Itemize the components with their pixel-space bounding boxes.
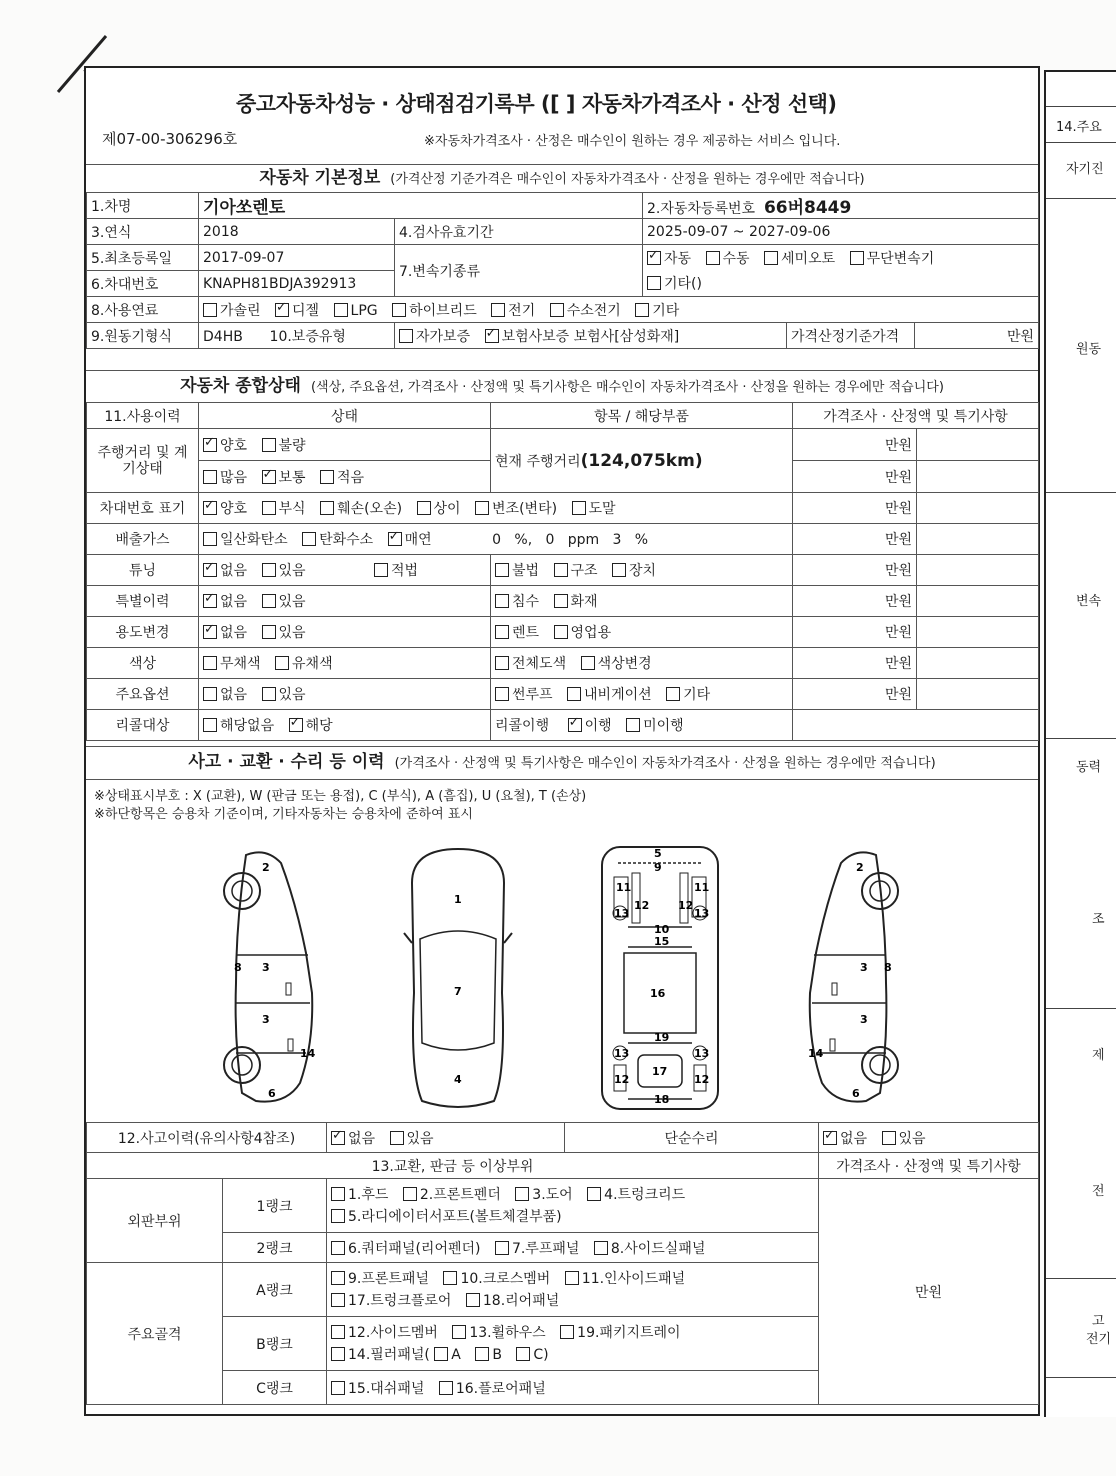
svg-text:14: 14 — [300, 1047, 316, 1060]
svg-text:13: 13 — [694, 1047, 710, 1060]
car-left-side-diagram — [226, 843, 336, 1113]
chromatic-checkbox[interactable] — [275, 656, 289, 670]
part-7-checkbox[interactable] — [495, 1241, 509, 1255]
svg-text:3: 3 — [262, 1013, 270, 1026]
full-paint-checkbox[interactable] — [495, 656, 509, 670]
svg-text:18: 18 — [654, 1093, 670, 1106]
accident-parts-table: 12.사고이력(유의사항4참조) ✓ 없음 있음 단순수리 ✓ 없음 있음 13.교환, 판금 등 이상부위 가격조사 · 산정액 및 특기사항 외판부위 1랭크 1.후드 2.프론트펜더 3.도어 4.트렁크리드 5.라디에이터서포트(볼트체결부품) 만원 2랭크 6.쿼터패널(리어펜더) 7.루프패널 8.사이드실패널 주요골격 A랭크 9.프론트패널 10.크로스멤버 11.인사이드패널 17.트렁크플로어 18.리어패널 B랭크 12.사이드멤버 13.휠하우스 19.패키지트레이 14.필러패널( A B C) C랭크 15.대쉬패널 16.플로어패널 — [86, 1122, 1039, 1405]
svg-text:11: 11 — [694, 881, 710, 894]
svg-text:3: 3 — [860, 961, 868, 974]
svg-text:6: 6 — [852, 1087, 860, 1100]
svg-text:13: 13 — [614, 907, 630, 920]
tuning-illegal-checkbox[interactable] — [495, 563, 509, 577]
car-frame-diagram — [598, 843, 722, 1113]
mileage-few-checkbox[interactable] — [320, 470, 334, 484]
inspection-record-sheet — [84, 66, 1040, 1416]
vin-altered-checkbox[interactable] — [475, 501, 489, 515]
part-17-checkbox[interactable] — [331, 1293, 345, 1307]
accident-history-header: 사고 · 교환 · 수리 등 이력 (가격조사 · 산정액 및 특기사항은 매수인이 자동차가격조사 · 산정을 원하는 경우에만 적습니다) — [86, 746, 1038, 780]
status-legend: ※상태표시부호 : X (교환), W (판금 또는 용접), C (부식), A (흠집), U (요철), T (손상) ※하단항목은 승용차 기준이며, 기타자동차는 승용차에 준하여 표시 — [94, 789, 587, 822]
special-exists-checkbox[interactable] — [262, 594, 276, 608]
sunroof-checkbox[interactable] — [495, 687, 509, 701]
tuning-none-checkbox[interactable] — [203, 563, 217, 577]
usage-exists-checkbox[interactable] — [262, 625, 276, 639]
tuning-structure-checkbox[interactable] — [554, 563, 568, 577]
first-registration-date: 2017-09-07 — [199, 245, 395, 271]
svg-text:2: 2 — [856, 861, 864, 874]
svg-text:19: 19 — [654, 1031, 670, 1044]
document-number: 제07-00-306296호 — [102, 130, 238, 148]
trans-manual-checkbox[interactable] — [706, 251, 720, 265]
option-none-checkbox[interactable] — [203, 687, 217, 701]
document-title: 중고자동차성능 · 상태점검기록부 ([ ] 자동차가격조사 · 산정 선택) — [236, 92, 837, 116]
basic-info-table: 1.차명 기아쏘렌토 2.자동차등록번호 66버8449 3.연식 2018 4.검사유효기간 2025-09-07 ~ 2027-09-06 5.최초등록일 2017-09-07 7.변속기종류 ✓자동 수동 세미오토 무단변속기 6.차대번호 KNAPH81BDJA392913 기타() 8.사용연료 가솔린 ✓ 디젤 LPG 하이브리드 전기 수소전기 기타 9.원동기형식 D4HB 10.보증유형 자가보증 ✓ 보험사보증 보험사[삼성화재] 가격산정기준가격 만원 — [86, 192, 1039, 349]
header-note: ※자동차가격조사 · 산정은 매수인이 원하는 경우 제공하는 서비스 입니다. — [424, 134, 841, 149]
part-18-checkbox[interactable] — [466, 1293, 480, 1307]
vin-damage-checkbox[interactable] — [320, 501, 334, 515]
vin-differ-checkbox[interactable] — [417, 501, 431, 515]
svg-text:5: 5 — [654, 847, 662, 860]
vin: KNAPH81BDJA392913 — [199, 271, 395, 297]
svg-text:12: 12 — [634, 899, 650, 912]
part-5-checkbox[interactable] — [331, 1209, 345, 1223]
overall-status-header: 자동차 종합상태 (색상, 주요옵션, 가격조사 · 산정액 및 특기사항은 매수인이 자동차가격조사 · 산정을 원하는 경우에만 적습니다) — [86, 370, 1038, 403]
fuel-gasoline-checkbox[interactable] — [203, 303, 217, 317]
mileage-normal-checkbox[interactable] — [262, 470, 276, 484]
simple-repair-exists-checkbox[interactable] — [882, 1131, 896, 1145]
part-4-checkbox[interactable] — [587, 1187, 601, 1201]
navigation-checkbox[interactable] — [567, 687, 581, 701]
inspection-period: 2025-09-07 ~ 2027-09-06 — [643, 219, 1039, 245]
part-19-checkbox[interactable] — [560, 1325, 574, 1339]
part-9-checkbox[interactable] — [331, 1271, 345, 1285]
achromatic-checkbox[interactable] — [203, 656, 217, 670]
pillar-c-checkbox[interactable] — [516, 1347, 530, 1361]
tuning-device-checkbox[interactable] — [612, 563, 626, 577]
car-name: 기아쏘렌토 — [199, 193, 643, 219]
part-14-checkbox[interactable] — [331, 1347, 345, 1361]
svg-text:4: 4 — [454, 1073, 462, 1086]
part-15-checkbox[interactable] — [331, 1381, 345, 1395]
emission-values: 0 %, 0 ppm 3 % — [492, 532, 649, 548]
emission-hc-checkbox[interactable] — [302, 532, 316, 546]
warranty-self-checkbox[interactable] — [399, 329, 413, 343]
trans-semi-checkbox[interactable] — [764, 251, 778, 265]
svg-text:15: 15 — [654, 935, 670, 948]
basic-info-header: 자동차 기본정보 (가격산정 기준가격은 매수인이 자동차가격조사 · 산정을 원하는 경우에만 적습니다) — [86, 164, 1038, 193]
trans-auto-checkbox[interactable] — [647, 251, 661, 265]
part-6-checkbox[interactable] — [331, 1241, 345, 1255]
part-16-checkbox[interactable] — [439, 1381, 453, 1395]
svg-text:16: 16 — [650, 987, 666, 1000]
fuel-electric-checkbox[interactable] — [491, 303, 505, 317]
gauge-bad-checkbox[interactable] — [262, 438, 276, 452]
svg-text:3: 3 — [860, 1013, 868, 1026]
usage-none-checkbox[interactable] — [203, 625, 217, 639]
adjacent-page-edge: 14.주요 자기진 원동 변속 동력 조 제 전 고 전기 — [1044, 70, 1116, 1417]
svg-text:3: 3 — [262, 961, 270, 974]
fuel-diesel-checkbox[interactable] — [275, 303, 289, 317]
warranty-insurance-checkbox[interactable] — [485, 329, 499, 343]
svg-text:6: 6 — [268, 1087, 276, 1100]
vin-corrosion-checkbox[interactable] — [262, 501, 276, 515]
car-top-diagram — [402, 843, 514, 1113]
simple-repair-none-checkbox[interactable] — [823, 1131, 837, 1145]
fuel-hybrid-checkbox[interactable] — [392, 303, 406, 317]
part-12-checkbox[interactable] — [331, 1325, 345, 1339]
recall-yes-checkbox[interactable] — [289, 718, 303, 732]
vin-stolen-checkbox[interactable] — [572, 501, 586, 515]
svg-text:8: 8 — [884, 961, 892, 974]
svg-text:8: 8 — [234, 961, 242, 974]
svg-text:11: 11 — [616, 881, 632, 894]
business-checkbox[interactable] — [554, 625, 568, 639]
mileage-many-checkbox[interactable] — [203, 470, 217, 484]
svg-text:12: 12 — [694, 1073, 710, 1086]
part-2-checkbox[interactable] — [403, 1187, 417, 1201]
svg-text:12: 12 — [678, 899, 694, 912]
svg-text:10: 10 — [654, 923, 670, 936]
current-mileage: (124,075km) — [580, 450, 703, 471]
vin-good-checkbox[interactable] — [203, 501, 217, 515]
part-8-checkbox[interactable] — [594, 1241, 608, 1255]
color-change-checkbox[interactable] — [581, 656, 595, 670]
svg-text:17: 17 — [652, 1065, 668, 1078]
fire-checkbox[interactable] — [554, 594, 568, 608]
part-10-checkbox[interactable] — [443, 1271, 457, 1285]
pillar-a-checkbox[interactable] — [434, 1347, 448, 1361]
fuel-lpg-checkbox[interactable] — [334, 303, 348, 317]
emission-co-checkbox[interactable] — [203, 532, 217, 546]
part-11-checkbox[interactable] — [565, 1271, 579, 1285]
overall-status-table: 11.사용이력 상태 항목 / 해당부품 가격조사 · 산정액 및 특기사항 주행거리 및 계기상태 ✓양호 불량 현재 주행거리(124,075km) 만원 많음 ✓ 보통 적음 만원 차대번호 표기 ✓ 양호 부식 훼손(오손) 상이 변조(변타) 도말 만원 배출가스 일산화탄소 탄화수소 ✓ 매연 0 %, 0 ppm 3 % 만원 튜닝 ✓ 없음 있음 적법 불법 구조 장치 만원 특별이력 ✓ 없음 있음 침수 화재 만원 용도변경 ✓ 없음 있음 렌트 영업용 만원 색상 무채색 유채색 전체도색 색상변경 만원 주요옵션 없음 있음 썬루프 내비게이션 기타 만원 리콜대상 해당없음 ✓ 해당 리콜이행 ✓ 이행 미이행 — [86, 402, 1039, 741]
svg-text:7: 7 — [454, 985, 462, 998]
trans-cvt-checkbox[interactable] — [850, 251, 864, 265]
option-exists-checkbox[interactable] — [262, 687, 276, 701]
svg-text:2: 2 — [262, 861, 270, 874]
svg-text:1: 1 — [454, 893, 462, 906]
rent-checkbox[interactable] — [495, 625, 509, 639]
accident-none-checkbox[interactable] — [331, 1131, 345, 1145]
car-right-side-diagram — [786, 843, 906, 1113]
svg-text:13: 13 — [694, 907, 710, 920]
fuel-other-checkbox[interactable] — [635, 303, 649, 317]
part-1-checkbox[interactable] — [331, 1187, 345, 1201]
recall-done-checkbox[interactable] — [568, 718, 582, 732]
registration-number: 66버8449 — [763, 198, 852, 218]
flood-checkbox[interactable] — [495, 594, 509, 608]
emission-smoke-checkbox[interactable] — [388, 532, 402, 546]
recall-na-checkbox[interactable] — [203, 718, 217, 732]
part-13-checkbox[interactable] — [452, 1325, 466, 1339]
tuning-legal-checkbox[interactable] — [374, 563, 388, 577]
trans-other-checkbox[interactable] — [647, 276, 661, 290]
svg-text:14: 14 — [808, 1047, 824, 1060]
option-other-checkbox[interactable] — [666, 687, 680, 701]
special-none-checkbox[interactable] — [203, 594, 217, 608]
svg-text:12: 12 — [614, 1073, 630, 1086]
tuning-exists-checkbox[interactable] — [262, 563, 276, 577]
svg-text:9: 9 — [654, 861, 662, 874]
part-3-checkbox[interactable] — [515, 1187, 529, 1201]
accident-exists-checkbox[interactable] — [390, 1131, 404, 1145]
engine-type: D4HB — [203, 328, 243, 345]
recall-notdone-checkbox[interactable] — [626, 718, 640, 732]
fuel-hydrogen-checkbox[interactable] — [550, 303, 564, 317]
gauge-good-checkbox[interactable] — [203, 438, 217, 452]
pillar-b-checkbox[interactable] — [475, 1347, 489, 1361]
svg-text:13: 13 — [614, 1047, 630, 1060]
model-year: 2018 — [199, 219, 395, 245]
